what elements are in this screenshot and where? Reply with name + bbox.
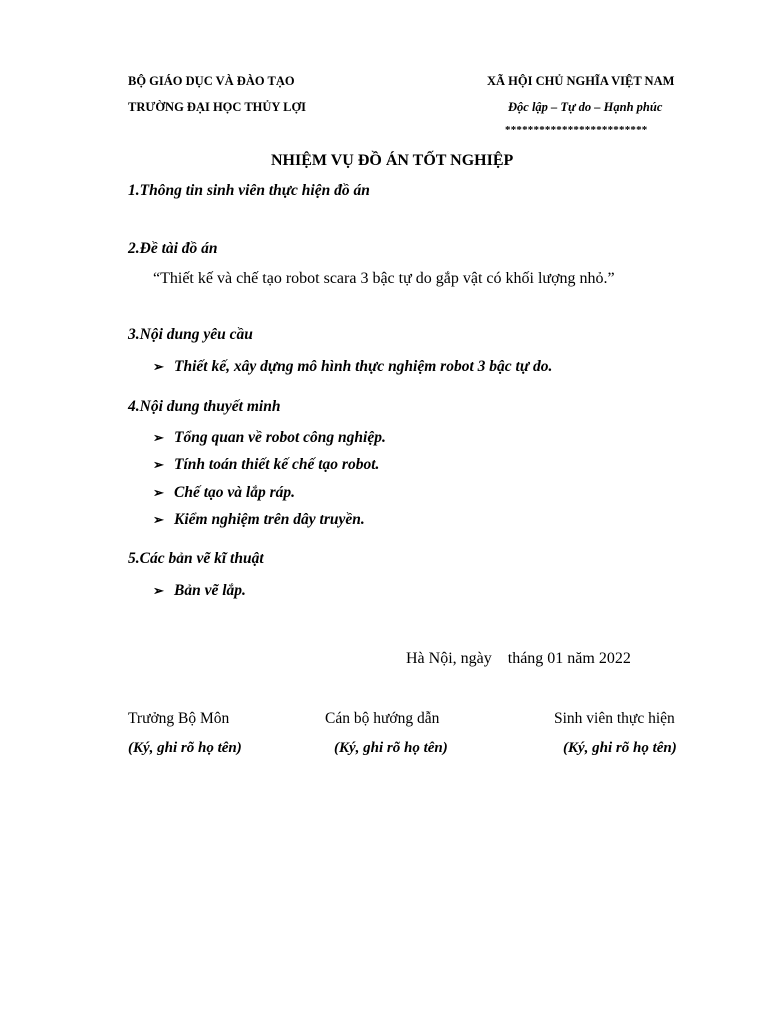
university-name: TRƯỜNG ĐẠI HỌC THỦY LỢI bbox=[128, 100, 307, 114]
signature-role-supervisor: Cán bộ hướng dẫn bbox=[325, 710, 440, 727]
signature-role-student: Sinh viên thực hiện bbox=[554, 710, 675, 727]
list-item-text: Tổng quan về robot công nghiệp. bbox=[174, 429, 386, 446]
date-line: Hà Nội, ngày tháng 01 năm 2022 bbox=[406, 650, 631, 667]
section-4-heading: 4.Nội dung thuyết minh bbox=[128, 398, 281, 415]
bullet-arrow-icon: ➢ bbox=[153, 359, 164, 374]
list-item-text: Chế tạo và lắp ráp. bbox=[174, 484, 295, 501]
section-3-heading: 3.Nội dung yêu cầu bbox=[128, 326, 253, 343]
list-item bbox=[153, 358, 552, 376]
bullet-arrow-icon: ➢ bbox=[153, 583, 164, 598]
national-motto: Độc lập – Tự do – Hạnh phúc bbox=[508, 100, 663, 114]
section-2-heading: 2.Đề tài đồ án bbox=[128, 240, 218, 257]
page-title: NHIỆM VỤ ĐỒ ÁN TỐT NGHIỆP bbox=[271, 152, 514, 169]
section-5-heading: 5.Các bản vẽ kĩ thuật bbox=[128, 550, 264, 567]
list-item bbox=[153, 456, 379, 474]
list-item bbox=[153, 511, 365, 529]
list-item-text: Kiểm nghiệm trên dây truyền. bbox=[174, 511, 365, 528]
ministry-name: BỘ GIÁO DỤC VÀ ĐÀO TẠO bbox=[128, 74, 295, 88]
bullet-arrow-icon: ➢ bbox=[153, 485, 164, 500]
bullet-arrow-icon: ➢ bbox=[153, 512, 164, 527]
bullet-arrow-icon: ➢ bbox=[153, 430, 164, 445]
list-item-text: Bản vẽ lắp. bbox=[174, 582, 246, 599]
section-1-heading: 1.Thông tin sinh viên thực hiện đồ án bbox=[128, 182, 370, 199]
signature-role-head-of-department: Trưởng Bộ Môn bbox=[128, 710, 230, 727]
list-item bbox=[153, 582, 246, 600]
motto-underline-stars: ************************* bbox=[505, 124, 648, 136]
list-item bbox=[153, 429, 386, 447]
list-item-text: Tính toán thiết kế chế tạo robot. bbox=[174, 456, 380, 473]
signature-note-supervisor: (Ký, ghi rõ họ tên) bbox=[334, 740, 448, 756]
bullet-arrow-icon: ➢ bbox=[153, 457, 164, 472]
list-item bbox=[153, 484, 295, 502]
signature-note-head-of-department: (Ký, ghi rõ họ tên) bbox=[128, 740, 242, 756]
country-name: XÃ HỘI CHỦ NGHĨA VIỆT NAM bbox=[487, 74, 675, 88]
signature-note-student: (Ký, ghi rõ họ tên) bbox=[563, 740, 677, 756]
list-item-text: Thiết kế, xây dựng mô hình thực nghiệm robot 3 bậc tự do. bbox=[174, 358, 553, 375]
thesis-topic: “Thiết kế và chế tạo robot scara 3 bậc tự do gắp vật có khối lượng nhỏ.” bbox=[153, 270, 615, 287]
